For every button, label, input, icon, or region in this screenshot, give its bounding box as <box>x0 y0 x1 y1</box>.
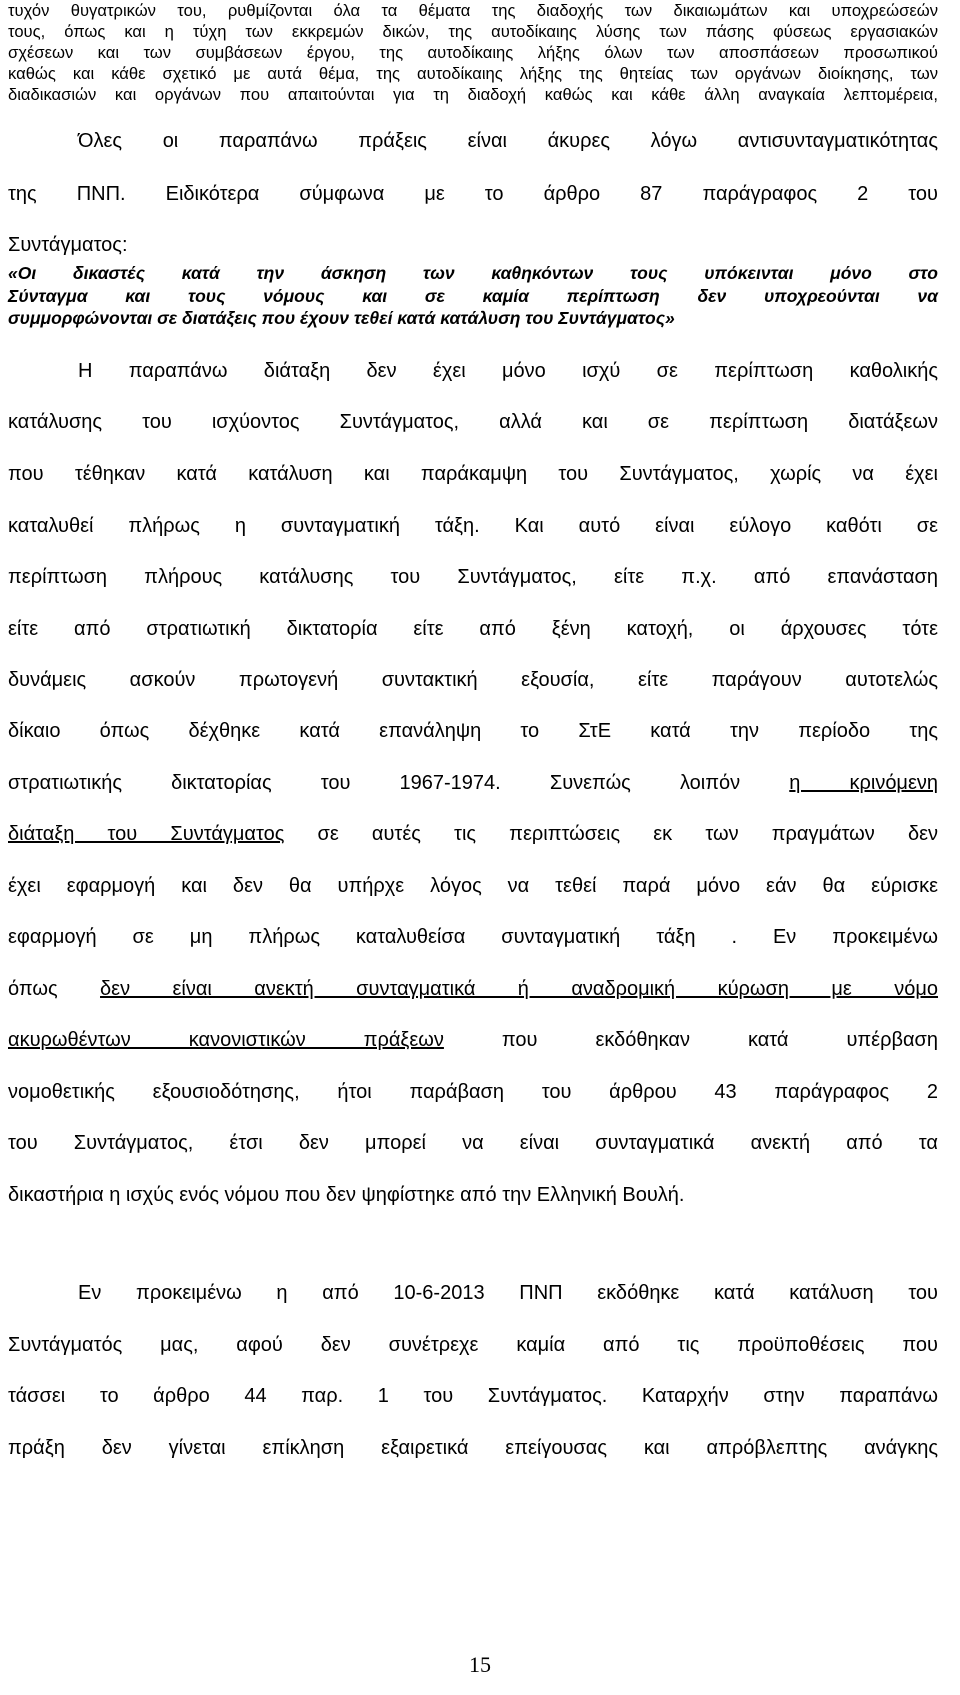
text-line: καθώς και κάθε σχετικό με αυτά θέμα, της αυτοδίκαιης λήξης της θητείας των οργάνων διοίκησης, των <box>8 64 938 83</box>
text-segment: στρατιωτικής δικτατορίας του 1967-1974. Συνεπώς λοιπόν <box>8 772 790 794</box>
text-line: διαδικασιών και οργάνων που απαιτούνται για τη διαδοχή καθώς και κάθε άλλη αναγκαία λεπτομέρεια, <box>8 85 938 104</box>
text-segment: σε αυτές τις περιπτώσεις εκ των πραγμάτων δεν <box>284 823 938 845</box>
text-line: εφαρμογή σε μη πλήρως καταλυθείσα συνταγματική τάξη . Εν προκειμένω <box>8 926 938 948</box>
text-line <box>8 772 938 795</box>
text-line: τυχόν θυγατρικών του, ρυθμίζονται όλα τα θέματα της διαδοχής των δικαιωμάτων και υποχρεώσεών <box>8 1 938 20</box>
top-paragraph <box>8 0 938 105</box>
text-line <box>8 1029 938 1052</box>
text-line: Εν προκειμένω η από 10-6-2013 ΠΝΠ εκδόθηκε κατά κατάλυση του <box>78 1282 938 1304</box>
text-line: δυνάμεις ασκούν πρωτογενή συντακτική εξουσία, είτε παράγουν αυτοτελώς <box>8 669 938 691</box>
text-line: καταλυθεί πλήρως η συνταγματική τάξη. Και αυτό είναι εύλογο καθότι σε <box>8 515 938 537</box>
text-line: είτε από στρατιωτική δικτατορία είτε από ξένη κατοχή, οι άρχουσες τότε <box>8 618 938 640</box>
text-segment: που εκδόθηκαν κατά υπέρβαση <box>443 1029 939 1051</box>
quote-line: συμμορφώνονται σε διατάξεις που έχουν τεθεί κατά κατάλυση του Συντάγματος» <box>8 308 675 328</box>
underlined-text: δεν είναι ανεκτή συνταγματικά ή αναδρομική κύρωση με νόμο <box>100 978 939 1000</box>
text-line: κατάλυσης του ισχύοντος Συντάγματος, αλλά και σε περίπτωση διατάξεων <box>8 411 938 433</box>
quote-line: «Οι δικαστές κατά την άσκηση των καθηκόντων τους υπόκεινται μόνο στο <box>8 263 938 283</box>
text-line: που τέθηκαν κατά κατάλυση και παράκαμψη του Συντάγματος, χωρίς να έχει <box>8 463 938 485</box>
text-line: Η παραπάνω διάταξη δεν έχει μόνο ισχύ σε περίπτωση καθολικής <box>78 360 938 382</box>
text-line: σχέσεων και των συμβάσεων έργου, της αυτοδίκαιης λήξης όλων των αποσπάσεων προσωπικού <box>8 43 938 62</box>
text-line: Συντάγματος: <box>8 234 128 256</box>
text-line: δίκαιο όπως δέχθηκε κατά επανάληψη το ΣτΕ κατά την περίοδο της <box>8 720 938 742</box>
text-segment: όπως <box>8 978 101 1000</box>
text-line: τάσσει το άρθρο 44 παρ. 1 του Συντάγματος. Καταρχήν στην παραπάνω <box>8 1385 938 1407</box>
text-line: του Συντάγματος, έτσι δεν μπορεί να είναι συνταγματικά ανεκτή από τα <box>8 1132 938 1154</box>
text-line: έχει εφαρμογή και δεν θα υπήρχε λόγος να τεθεί παρά μόνο εάν θα εύρισκε <box>8 875 938 897</box>
text-line: πράξη δεν γίνεται επίκληση εξαιρετικά επείγουσας και απρόβλεπτης ανάγκης <box>8 1437 938 1459</box>
text-line: της ΠΝΠ. Ειδικότερα σύμφωνα με το άρθρο 87 παράγραφος 2 του <box>8 183 938 205</box>
page-number: 15 <box>469 1652 491 1677</box>
text-line: δικαστήρια η ισχύς ενός νόμου που δεν ψηφίστηκε από την Ελληνική Βουλή. <box>8 1184 685 1206</box>
text-line: τους, όπως και η τύχη των εκκρεμών δικών, της αυτοδίκαιης λύσης των πάσης φύσεως εργασιακών <box>8 22 938 41</box>
text-line: νομοθετικής εξουσιοδότησης, ήτοι παράβαση του άρθρου 43 παράγραφος 2 <box>8 1081 938 1103</box>
text-line <box>8 978 938 1001</box>
underlined-text: διάταξη του Συντάγματος <box>8 823 285 845</box>
text-line: Όλες οι παραπάνω πράξεις είναι άκυρες λόγω αντισυνταγματικότητας <box>78 130 938 152</box>
text-line: Συντάγματός μας, αφού δεν συνέτρεχε καμία από τις προϋποθέσεις που <box>8 1334 938 1356</box>
quote-line: Σύνταγμα και τους νόμους και σε καμία περίπτωση δεν υποχρεούνται να <box>8 285 938 306</box>
text-line <box>8 823 938 846</box>
underlined-text: η κρινόμενη <box>789 772 938 794</box>
text-line: περίπτωση πλήρους κατάλυσης του Συντάγματος, είτε π.χ. από επανάσταση <box>8 566 938 588</box>
constitution-quote <box>8 262 938 330</box>
underlined-text: ακυρωθέντων κανονιστικών πράξεων <box>8 1029 444 1051</box>
